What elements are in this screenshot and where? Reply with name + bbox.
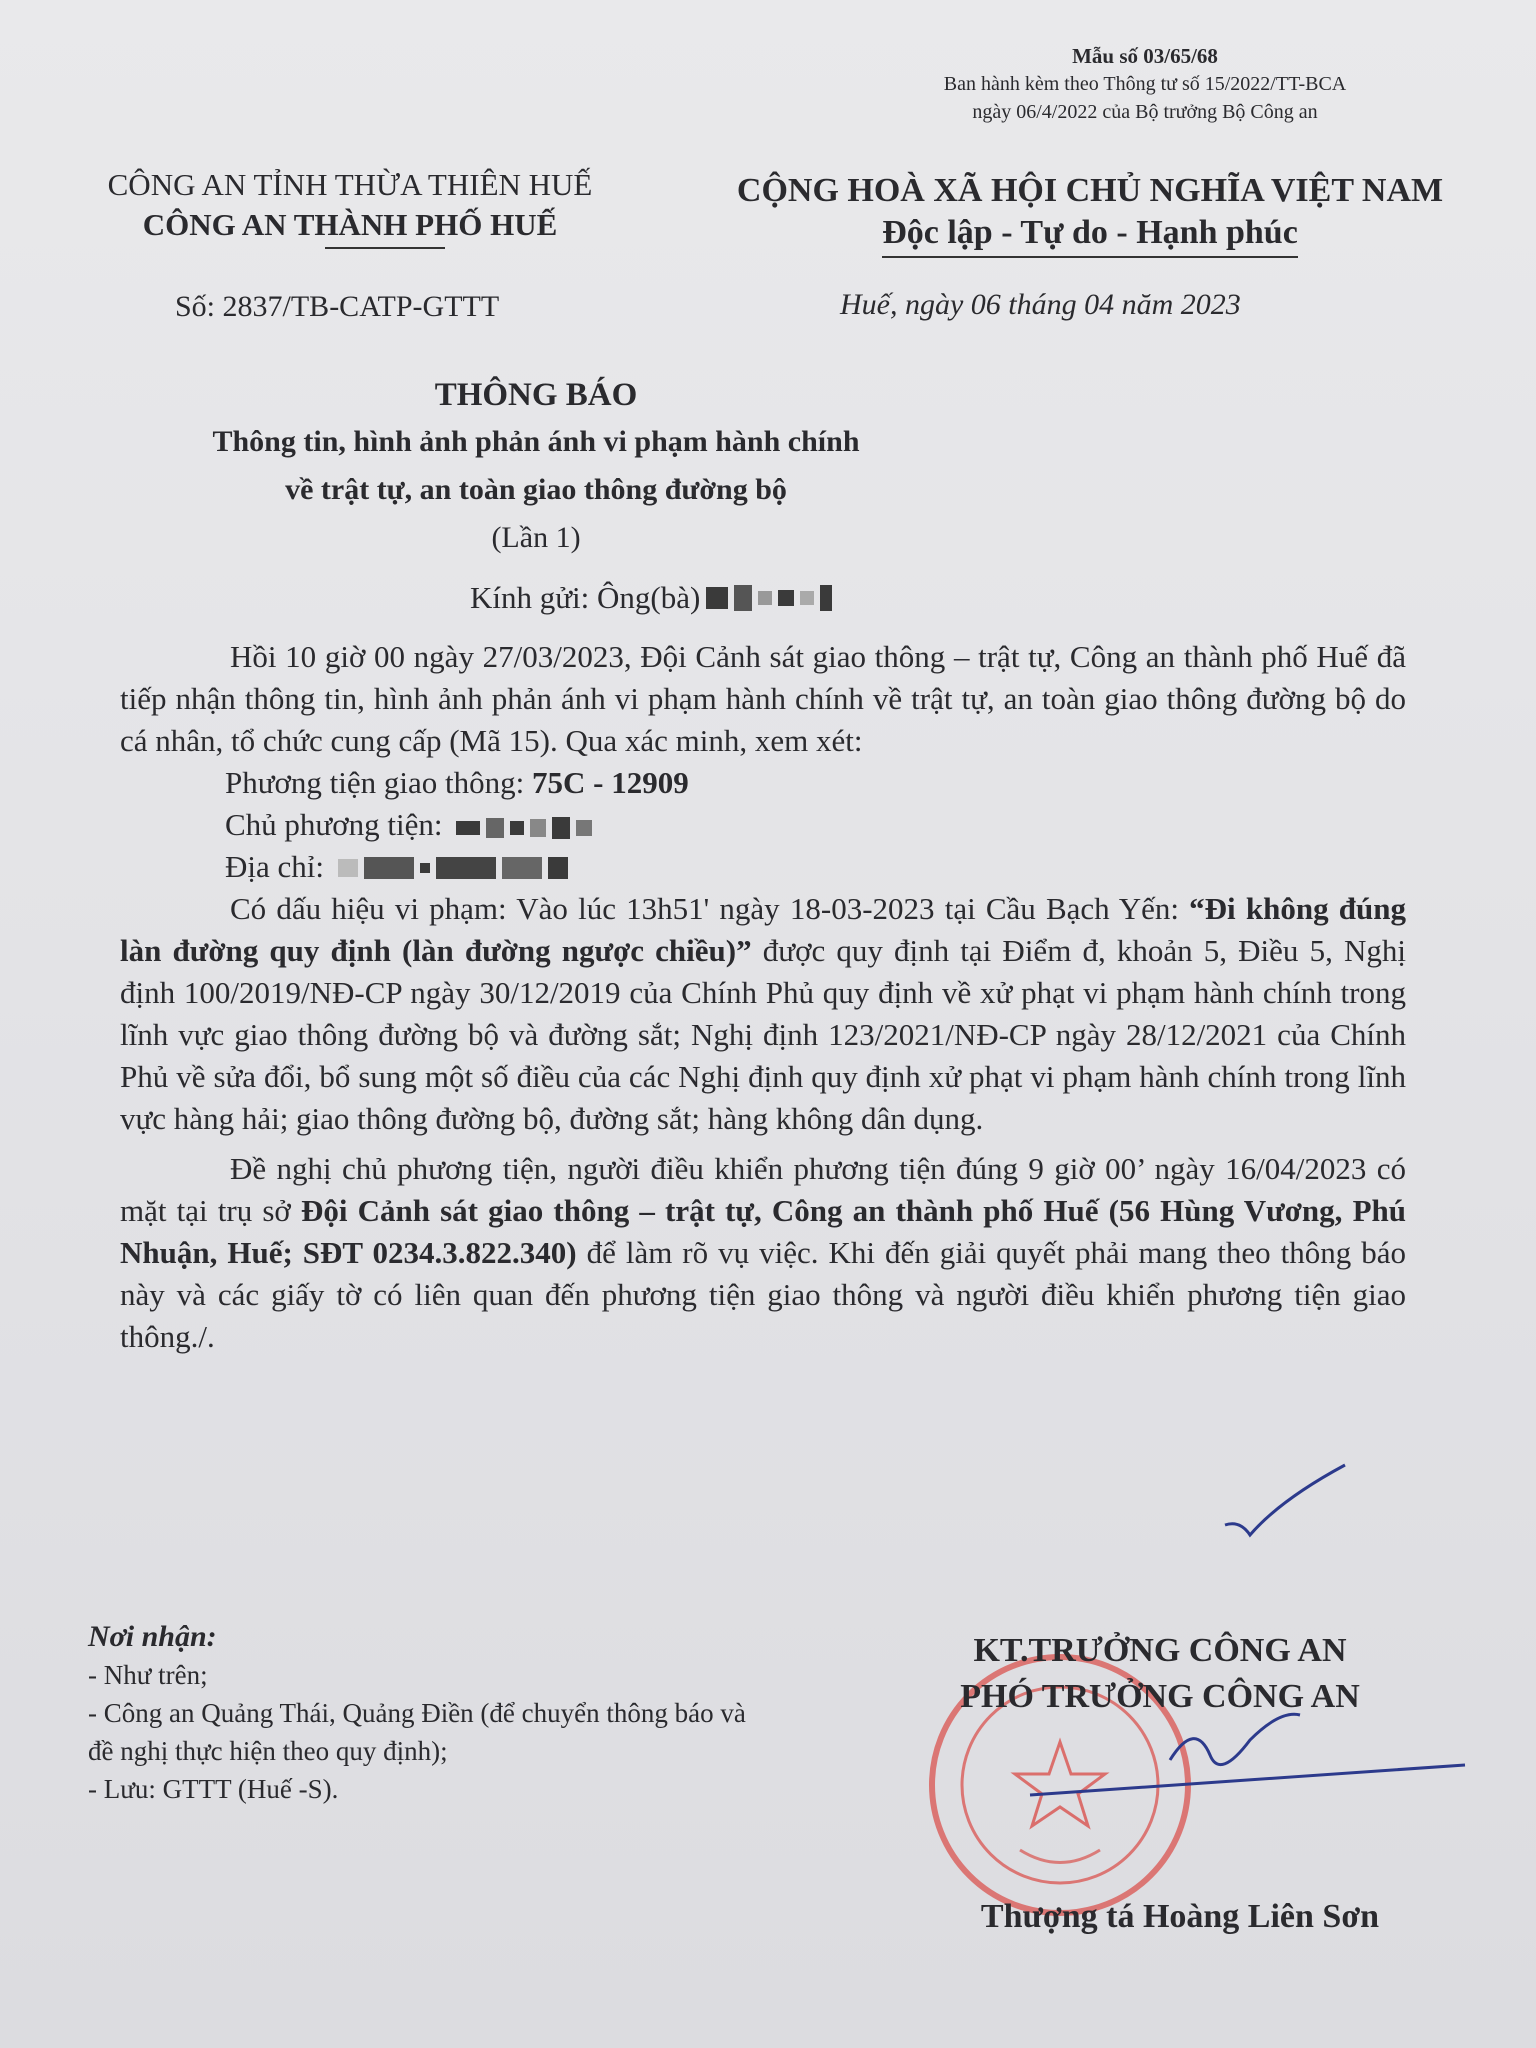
issuing-agency [70,165,630,249]
nation-motto: Độc lập - Tự do - Hạnh phúc [882,212,1298,258]
paragraph-violation [120,888,1406,1140]
signature-title-2: PHÓ TRƯỞNG CÔNG AN [960,1678,1360,1715]
redacted-name [706,585,832,611]
request-rest: để làm rõ vụ việc. Khi đến giải quyết phải mang theo thông báo này và các giấy tờ có liên quan đến phương tiện giao thông và người điều khiển phương tiện giao thông./. [120,1235,1406,1354]
form-reference [870,42,1420,126]
owner-label: Chủ phương tiện: [225,807,443,842]
signature-title-1: KT.TRƯỞNG CÔNG AN [973,1632,1347,1669]
agency-line2: CÔNG AN THÀNH PHỐ HUẾ [142,207,558,242]
recipient-label: Kính gửi: Ông(bà) [470,580,701,615]
paragraph-receipt: Hồi 10 giờ 00 ngày 27/03/2023, Đội Cảnh sát giao thông – trật tự, Công an thành phố Huế đã tiếp nhận thông tin, hình ảnh phản ánh vi phạm hành chính về trật tự, an toàn giao thông đường bộ do cá nhân, tổ chức cung cấp (Mã 15). Qua xác minh, xem xét: [120,639,1406,758]
distribution-item: - Lưu: GTTT (Huế -S). [88,1774,339,1804]
document-subtitle-1: Thông tin, hình ảnh phản ánh vi phạm hành chính [212,425,860,458]
owner-field [120,804,1406,846]
agency-line1: CÔNG AN TỈNH THỪA THIÊN HUẾ [107,167,593,202]
title-block [0,372,1536,562]
distribution-item: - Công an Quảng Thái, Quảng Điền (để chuyển thông báo và đề nghị thực hiện theo quy định); [88,1698,746,1766]
office-address: Đội Cảnh sát giao thông – trật tự, Công an thành phố Huế (56 Hùng Vương, Phú Nhuận, Huế; SĐT 0234.3.822.340) [120,1193,1406,1270]
violation-intro: Có dấu hiệu vi phạm: Vào lúc 13h51' ngày 18-03-2023 tại Cầu Bạch Yến: [230,891,1190,926]
document-number: Số: 2837/TB-CATP-GTTT [175,290,500,323]
signature-stroke-icon [1020,1700,1470,1820]
vehicle-field [120,762,1406,804]
handwritten-check-icon [1220,1460,1350,1540]
form-ref-line3: ngày 06/4/2022 của Bộ trưởng Bộ Công an [972,101,1318,123]
redacted-address [338,857,568,879]
distribution-heading: Nơi nhận: [88,1620,217,1653]
paragraph-request [120,1148,1406,1358]
agency-underline [325,247,445,249]
document-title: THÔNG BÁO [434,377,638,413]
violation-legal-basis: được quy định tại Điểm đ, khoản 5, Điều 5, Nghị định 100/2019/NĐ-CP ngày 30/12/2019 của Chính Phủ quy định về xử phạt vi phạm hành chính trong lĩnh vực giao thông đường bộ và đường sắt; Nghị định 123/2021/NĐ-CP ngày 28/12/2021 của Chính Phủ về sửa đổi, bổ sung một số điều của các Nghị định quy định xử phạt vi phạm hành chính trong lĩnh vực hàng hải; giao thông đường bộ, đường sắt; hàng không dân dụng. [120,933,1406,1136]
distribution-item: - Như trên; [88,1660,208,1690]
redacted-owner [456,817,592,839]
request-intro: Đề nghị chủ phương tiện, người điều khiển phương tiện đúng 9 giờ 00’ ngày 16/04/2023 có mặt tại trụ sở [120,1151,1406,1228]
distribution-list [88,1618,778,1808]
vehicle-label: Phương tiện giao thông: [225,765,533,800]
document-body [120,636,1406,1358]
signer-name: Thượng tá Hoàng Liên Sơn [980,1898,1380,1935]
vehicle-plate: 75C - 12909 [532,765,689,800]
address-field [120,846,1406,888]
nation-name: CỘNG HOÀ XÃ HỘI CHỦ NGHĨA VIỆT NAM [736,172,1444,209]
document-date: Huế, ngày 06 tháng 04 năm 2023 [840,288,1241,321]
form-code: Mẫu số 03/65/68 [1072,44,1218,68]
document-subtitle-2: về trật tự, an toàn giao thông đường bộ [285,473,787,506]
recipient-line [470,580,832,616]
form-ref-line2: Ban hành kèm theo Thông tư số 15/2022/TT-BCA [943,73,1347,95]
address-label: Địa chỉ: [225,849,324,884]
national-header [690,170,1490,258]
violation-description: “Đi không đúng làn đường quy định (làn đường ngược chiều)” [120,891,1406,968]
notice-round: (Lần 1) [491,521,581,554]
